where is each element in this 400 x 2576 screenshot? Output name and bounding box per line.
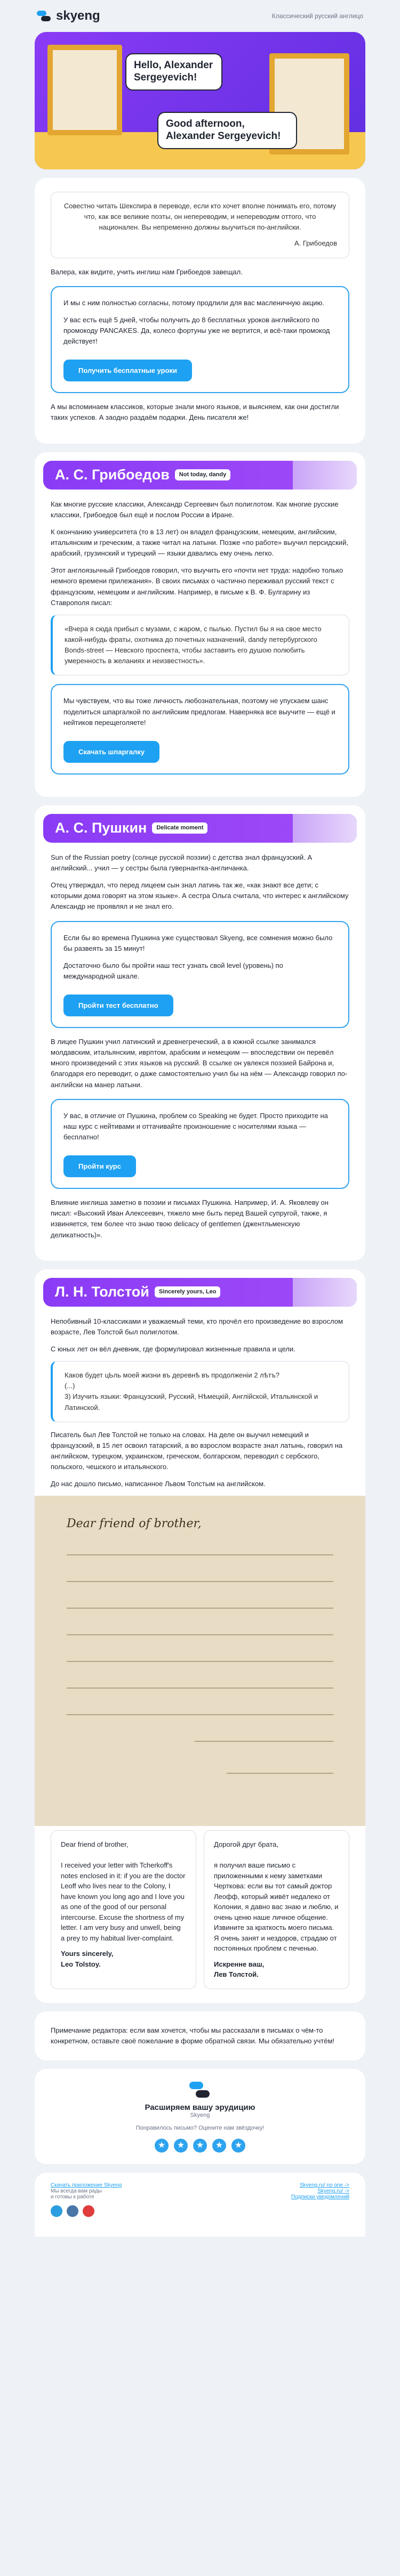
download-app-link[interactable]: Скачать приложение Skyeng	[51, 2182, 122, 2189]
letter-line	[67, 1688, 333, 1689]
promo-box-test	[51, 921, 349, 1029]
footer-left	[51, 2182, 122, 2227]
section-pill: Not today, dandy	[175, 469, 230, 480]
star-icon[interactable]: ★	[174, 2139, 188, 2153]
promo-box-cheatsheet	[51, 684, 349, 774]
tolstoy-header	[43, 1278, 357, 1307]
skyeng-logo-icon	[37, 10, 52, 22]
section-title: А. С. Грибоедов	[55, 467, 170, 483]
take-course-button[interactable]: Пройти курс	[63, 1155, 136, 1177]
rating-stars	[51, 2139, 349, 2153]
star-icon[interactable]: ★	[231, 2139, 245, 2153]
letter-line	[67, 1634, 333, 1635]
letter-signature-line	[227, 1773, 333, 1774]
editor-note: Примечание редактора: если вам хочется, чтобы мы рассказали в письмах о чём-то конкретном, оставьте своё пожелание в форме обратной связи. Мы обязательно учтём!	[51, 2026, 335, 2045]
youtube-icon[interactable]	[83, 2205, 94, 2217]
unsubscribe-link[interactable]: Подписки уведомлений	[291, 2194, 349, 2200]
tolstoy-portrait	[293, 1278, 357, 1307]
letter-translation	[51, 1830, 349, 1989]
promo-text: Достаточно было бы пройти наш тест узнать свой level (уровень) по международной шкале.	[63, 961, 283, 980]
diary-line: (...)	[65, 1382, 75, 1390]
letter-line	[67, 1581, 333, 1582]
section-title: А. С. Пушкин	[55, 820, 147, 836]
footer-right	[291, 2182, 349, 2227]
footer-bottom	[35, 2173, 365, 2237]
promo-box-course	[51, 1099, 349, 1189]
social-links	[51, 2205, 122, 2217]
paragraph: До нас дошло письмо, написанное Львом Толстым на английском.	[51, 1480, 266, 1488]
letter-line	[67, 1714, 333, 1715]
letter-line	[195, 1741, 333, 1742]
hero-bubble-hello: Hello, Alexander Sergeyevich!	[125, 53, 222, 91]
promo-text: Мы чувствуем, что вы тоже личность любознательная, поэтому не упускаем шанс поделиться шпаргалкой по английским предлогам. Наверняка все выучите — ещё и нейтиков перещеголяете!	[63, 697, 335, 727]
footer-title: Расширяем вашу эрудицию	[145, 2103, 255, 2113]
paragraph: Писатель был Лев Толстой не только на словах. На деле он выучил немецкий и французский, в 15 лет освоил татарский, а во взрослом возрасте знал латынь, говорил на английском, турецком, украинском, греческом, болгарском, переводил с сербского, польского, чешского и итальянского.	[51, 1430, 343, 1471]
brand-name: skyeng	[56, 9, 100, 23]
promo-text: Если бы во времена Пушкина уже существовал Skyeng, все сомнения можно было бы развеять за 15 минут!	[63, 933, 333, 952]
footer-text: и готовы к работе	[51, 2194, 94, 2200]
intro-quote	[51, 192, 349, 258]
letter-russian-signature: Искренне ваш, Лев Толстой.	[214, 1960, 265, 1979]
hero-bubble-good-afternoon: Good afternoon, Alexander Sergeyevich!	[157, 112, 297, 149]
intro-quote-signature: А. Грибоедов	[294, 239, 337, 248]
section-pill: Delicate moment	[152, 822, 207, 834]
letter-handwriting: Dear friend of brother,	[67, 1517, 202, 1531]
griboedov-portrait	[293, 461, 357, 490]
editor-note-card	[35, 2011, 365, 2060]
griboedov-card	[35, 452, 365, 797]
tolstoy-letter-image	[35, 1496, 365, 1826]
paragraph: Влияние инглиша заметно в поэзии и письмах Пушкина. Например, И. А. Яковлеву он писал: «Высокий Иван Алексеевич, тяжело мне быть перед Вашей супругой, также, я извиняется, тем более что знаю твою delicacy of gentlemen (джентльменскую деликатность)».	[51, 1199, 329, 1239]
paragraph: Sun of the Russian poetry (солнце русской поэзии) с детства знал французский. А английский... учил — у сестры была гувернантка-англичанка.	[51, 853, 313, 872]
pushkin-portrait	[293, 814, 357, 843]
take-test-button[interactable]: Пройти тест бесплатно	[63, 994, 173, 1016]
letter-line	[67, 1554, 333, 1555]
diary-line: Каков будет цЬль моей жизни въ деревнѣ въ продолженiи 2 лѣтъ?	[65, 1371, 280, 1380]
intro-paragraph: А мы вспоминаем классиков, которые знали много языков, и выясняем, как они достигли таких успехов. А заодно раздаём подарки. День писателя же!	[51, 403, 339, 422]
section-pill: Sincerely yours, Leo	[155, 1286, 221, 1298]
paragraph: Как многие русские классики, Александр Сергеевич был полиглотом. Как многие русские классики, Грибоедов был ещё и послом России в Иране.	[51, 500, 339, 519]
header	[35, 0, 365, 32]
paragraph: Отец утверждал, что перед лицеем сын знал латинь так же, «как знают все дети; с которыми дома говорят на этом языке». А сестра Ольга считала, что интерес к английскому Александр не проявлял и не знал его.	[51, 881, 349, 911]
intro-quote-text: Совестно читать Шекспира в переводе, если кто хочет вполне понимать его, потому что, как все великие поэты, он непереводим, и непереводим оттого, что национален. Вы непременно должны выучиться по-английски.	[63, 202, 337, 232]
promo-box-pancakes	[51, 286, 349, 394]
paragraph: К окончанию университета (то в 13 лет) он владел французским, немецким, английским, итальянским и греческим, а также читал на латыни. Позже «по работе» выучил персидский, арабский, грузинский и турецкий — языки давались ему очень легко.	[51, 527, 348, 558]
footer-link[interactable]: Skyeng.ru/ no one ->	[299, 2182, 349, 2189]
header-tagline: Классический русский англицо	[271, 12, 363, 20]
letter-english-signature: Yours sincerely, Leo Tolstoy.	[61, 1950, 114, 1968]
section-title: Л. Н. Толстой	[55, 1284, 149, 1300]
letter-line	[67, 1661, 333, 1662]
diary-line: 3) Изучить языки: Французский, Русский, Нѣмецкій, Англійской, Итальянской и Латинской.	[65, 1392, 318, 1412]
promo-text: И мы с ним полностью согласны, потому продлили для вас масленичную акцию.	[63, 298, 324, 307]
star-icon[interactable]: ★	[212, 2139, 226, 2153]
get-free-lessons-button[interactable]: Получить бесплатные уроки	[63, 360, 192, 381]
promo-text: У вас, в отличие от Пушкина, проблем со Speaking не будет. Просто приходите на наш курс с нейтивами и оттачивайте произношение с носителями языка — бесплатно!	[63, 1111, 328, 1142]
paragraph: С юных лет он вёл дневник, где формулировал жизненные правила и цели.	[51, 1345, 295, 1354]
griboedov-header	[43, 461, 357, 490]
footer-link[interactable]: Skyeng.ru/ ->	[317, 2188, 349, 2195]
tolstoy-card	[35, 1269, 365, 2003]
griboedov-quote: «Вчера я сюда прибыл с музами, с жаром, с пылью. Пустил бы я на свое место какой-нибудь фраты, охотника до почетных назначений, dandy петербургского Bonds-street — Невского проспекта, чтобы заставить его душою полюбить умеренность в желаниях и неизвестность».	[51, 615, 349, 676]
hero-banner	[35, 32, 365, 169]
pushkin-card	[35, 805, 365, 1261]
skyeng-logo[interactable]	[37, 9, 100, 23]
tolstoy-diary-quote	[51, 1361, 349, 1422]
star-icon[interactable]: ★	[193, 2139, 207, 2153]
pushkin-header	[43, 814, 357, 843]
intro-card	[35, 178, 365, 444]
promo-text: У вас есть ещё 5 дней, чтобы получить до 8 бесплатных уроков английского по промокоду PANCAKES. Да, колесо фортуны уже не вертится, и всё-таки промокод действует!	[63, 315, 330, 346]
download-cheatsheet-button[interactable]: Скачать шпаргалку	[63, 741, 159, 763]
letter-russian	[204, 1830, 349, 1989]
footer-text: Мы всегда вам рады	[51, 2188, 102, 2195]
telegram-icon[interactable]	[51, 2205, 62, 2217]
paragraph: Непобивный 10-классиками и уважаемый теми, кто прочёл его произведение во взрослом возрасте, Лев Толстой был полиглотом.	[51, 1317, 343, 1336]
footer-subtitle: Skyeng	[190, 2112, 210, 2119]
star-icon[interactable]: ★	[155, 2139, 169, 2153]
letter-english-text: Dear friend of brother, I received your letter with Tcherkoff's notes enclosed in it: if you are the doctor Leoff who lives near to the Colony, I have known you long ago and I love you as one of the good of our personal intercourse. Excuse the shortness of my letter. I am very busy and unwell, being a prey to my habitual liver-complaint.	[61, 1840, 186, 1942]
vk-icon[interactable]	[67, 2205, 78, 2217]
letter-russian-text: Дорогой друг брата, я получил ваше письмо с приложенными к нему заметками Черткова: если вы тот самый доктор Леофф, который живёт недалеко от Колонии, я давно вас знаю и люблю, и очень ценю наше личное общение. Извините за краткость моего письма. Я очень занят и нездоров, страдаю от постоянных проблем с печенью.	[214, 1840, 339, 1953]
letter-english	[51, 1830, 196, 1989]
footer-card	[35, 2069, 365, 2164]
portrait-frame-left	[47, 45, 122, 135]
rate-prompt: Понравилось письмо? Оцените нам звёздочку!	[135, 2125, 265, 2132]
letter-line	[67, 1608, 333, 1609]
paragraph: В лицее Пушкин учил латинский и древнегреческий, а в южной ссылке занимался молдавским, итальянским, иврптом, арабским и немецким — впоследствии он перевёл много произведений с этих языков на русский. В ссылке он увлекся поэзией Байрона и, благодаря его переводит, о даже самостоятельно учил бы на нём — Александр говорил по-английски на манер латыни.	[51, 1038, 348, 1089]
paragraph: Этот англоязычный Грибоедов говорил, что выучить его «почти нет труда: надобно только немного времени прилежания». В своих письмах о частично переживал русский текст с французским, немецким и английским. Например, в письме к В. Ф. Булгарину из Ставрополя писал:	[51, 566, 343, 607]
footer-logo-icon	[189, 2081, 211, 2099]
intro-paragraph: Валера, как видите, учить инглиш нам Грибоедов завещал.	[51, 267, 243, 276]
